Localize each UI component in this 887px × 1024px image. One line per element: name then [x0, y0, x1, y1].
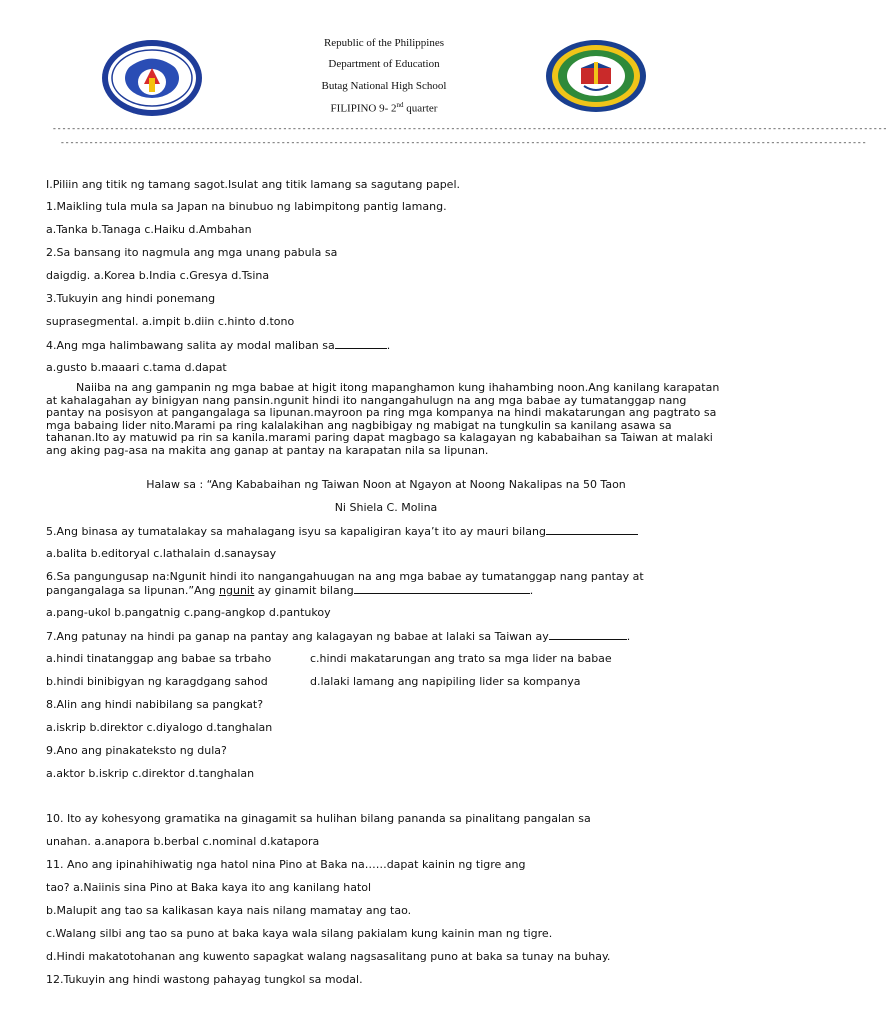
question-9: 9.Ano ang pinakateksto ng dula?: [46, 744, 227, 757]
school-seal-logo: [544, 38, 648, 114]
header-department: Department of Education: [328, 58, 440, 70]
question-9-options: a.aktor b.iskrip c.direktor d.tanghalan: [46, 767, 255, 780]
question-8: 8.Alin ang hindi nabibilang sa pangkat?: [46, 698, 264, 711]
question-12: 12.Tukuyin ang hindi wastong pahayag tungkol sa modal.: [46, 973, 363, 986]
question-11: 11. Ano ang ipinahihiwatig nga hatol nina Pino at Baka na……dapat kainin ng tigre ang: [46, 858, 526, 871]
question-6: 6.Sa pangungusap na:Ngunit hindi ito nangangahuugan na ang mga babae ay tumatanggap nang pantay at: [46, 570, 644, 583]
question-11-option-d: d.Hindi makatotohanan ang kuwento sapagkat walang nagsasalitang puno at baka sa tunay na buhay.: [46, 950, 611, 963]
question-10-options: unahan. a.anapora b.berbal c.nominal d.katapora: [46, 835, 320, 848]
question-7-option-d: d.lalaki lamang ang napipiling lider sa kompanya: [310, 675, 581, 688]
separator-line: ------------------------------------------------------------------------------------------------------------------------------------------------------------------------------: [52, 125, 887, 134]
question-2-options: daigdig. a.Korea b.India c.Gresya d.Tsina: [46, 269, 270, 282]
question-4: 4.Ang mga halimbawang salita ay modal maliban sa .: [46, 339, 391, 352]
question-8-options: a.iskrip b.direktor c.diyalogo d.tanghalan: [46, 721, 273, 734]
question-11-option-a: tao? a.Naiinis sina Pino at Baka kaya ito ang kanilang hatol: [46, 881, 372, 894]
question-4-options: a.gusto b.maaari c.tama d.dapat: [46, 361, 227, 374]
question-2: 2.Sa bansang ito nagmula ang mga unang pabula sa: [46, 246, 338, 259]
question-6-continued: pangangalaga sa lipunan.”Ang ngunit ay ginamit bilang .: [46, 584, 534, 597]
question-7-option-c: c.hindi makatarungan ang trato sa mga lider na babae: [310, 652, 612, 665]
question-11-option-c: c.Walang silbi ang tao sa puno at baka kaya wala silang pakialam kung kainin man ng tigre.: [46, 927, 553, 940]
header-school: Butag National High School: [321, 80, 447, 92]
question-7: 7.Ang patunay na hindi pa ganap na pantay ang kalagayan ng babae at lalaki sa Taiwan ay .: [46, 630, 631, 643]
instruction: I.Piliin ang titik ng tamang sagot.Isulat ang titik lamang sa sagutang papel.: [46, 178, 461, 191]
document-header: [0, 0, 887, 150]
reading-passage: Naiiba na ang gampanin ng mga babae at higit itong mapanghamon kung ihahambing noon.Ang kanilang karapatan at kahalagahan ay binigyan nang pansin.ngunit hindi ito nangangahulugn na ang mga babae ay tumatanggap nang pantay na posisyon at pangangalaga sa lipunan.mayroon pa ring mga kompanya na hindi makatarungan ang pagtrato sa mga babaing lider nito.Marami pa ring kalalakihan ang nagbibigay ng mabigat na tungkulin sa kanilang asawa sa tahanan.Ito ay matuwid pa rin sa kanila.marami paring dapat magbago sa kalagayan ng kababaihan sa Taiwan at malaki ang aking pag-asa na makita ang ganap at pantay na karapatan nila sa lipunan.: [46, 381, 720, 457]
question-3: 3.Tukuyin ang hindi ponemang: [46, 292, 216, 305]
question-7-option-a: a.hindi tinatanggap ang babae sa trbaho: [46, 652, 272, 665]
separator-line: ------------------------------------------------------------------------------------------------------------------------------------------------------------------------: [60, 139, 867, 148]
question-6-options: a.pang-ukol b.pangatnig c.pang-angkop d.pantukoy: [46, 606, 331, 619]
question-5: 5.Ang binasa ay tumatalakay sa mahalagang isyu sa kapaligiran kaya’t ito ay mauri bilang: [46, 524, 638, 538]
question-10: 10. Ito ay kohesyong gramatika na ginagamit sa hulihan bilang pananda sa pinalitang pangalan sa: [46, 812, 591, 825]
question-3-options: suprasegmental. a.impit b.diin c.hinto d.tono: [46, 315, 295, 328]
question-5-options: a.balita b.editoryal c.lathalain d.sanaysay: [46, 547, 277, 560]
question-1-options: a.Tanka b.Tanaga c.Haiku d.Ambahan: [46, 223, 252, 236]
question-11-option-b: b.Malupit ang tao sa kalikasan kaya nais nilang mamatay ang tao.: [46, 904, 412, 917]
header-subject: FILIPINO 9- 2nd quarter: [330, 101, 438, 115]
passage-author: Ni Shiela C. Molina: [334, 501, 438, 514]
question-7-option-b: b.hindi binibigyan ng karagdgang sahod: [46, 675, 268, 688]
passage-source: Halaw sa : “Ang Kababaihan ng Taiwan Noon at Ngayon at Noong Nakalipas na 50 Taon: [146, 478, 626, 491]
question-1: 1.Maikling tula mula sa Japan na binubuo ng labimpitong pantig lamang.: [46, 200, 447, 213]
header-republic: Republic of the Philippines: [323, 37, 445, 49]
deped-seal-logo: [100, 38, 204, 118]
